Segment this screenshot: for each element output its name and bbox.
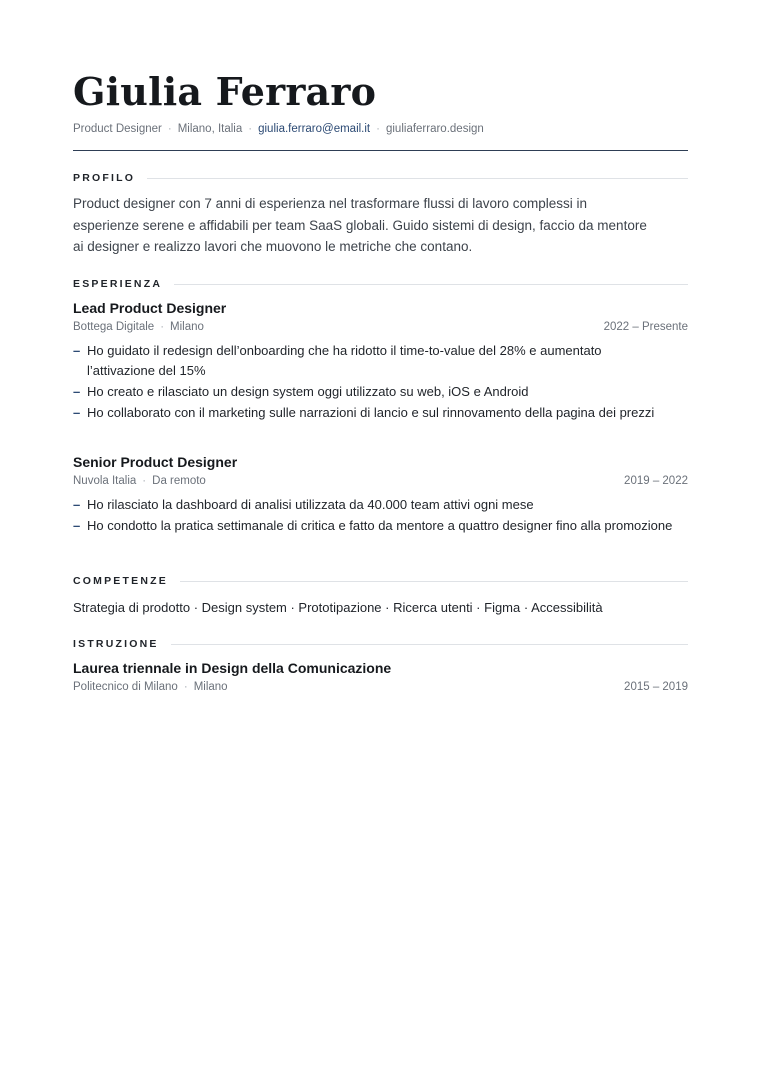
section-title: PROFILO <box>73 172 136 184</box>
section-experience-header <box>73 277 688 291</box>
skills-list: Strategia di prodotto · Design system · Prototipazione · Ricerca utenti · Figma · Accessibilità <box>73 600 603 615</box>
section-profile-header <box>73 171 688 185</box>
separator-dot: · <box>376 123 380 135</box>
section-education-header <box>73 637 688 651</box>
candidate-name: Giulia Ferraro <box>73 69 377 114</box>
job-meta <box>73 473 688 489</box>
job-bullet <box>73 403 673 423</box>
job-location: Milano <box>170 321 204 333</box>
bullet-text: Ho rilasciato la dashboard di analisi utilizzata da 40.000 team attivi ogni mese <box>87 497 534 512</box>
education-meta <box>73 679 688 695</box>
bullet-text: Ho creato e rilasciato un design system oggi utilizzato su web, iOS e Android <box>87 384 529 399</box>
website-link[interactable]: giuliaferraro.design <box>385 123 484 135</box>
job-meta <box>73 319 688 335</box>
section-skills-header <box>73 574 688 588</box>
section-title: ISTRUZIONE <box>73 638 159 650</box>
section-title: COMPETENZE <box>73 575 168 587</box>
bullet-text: Ho condotto la pratica settimanale di critica e fatto da mentore a quattro designer fino alla promozione <box>87 518 673 533</box>
dash-icon: – <box>73 518 81 533</box>
job-title: Lead Product Designer <box>73 300 227 316</box>
company-name: Nuvola Italia <box>73 475 137 487</box>
header-divider <box>73 150 688 151</box>
school-name: Politecnico di Milano <box>73 681 178 693</box>
degree-title: Laurea triennale in Design della Comunicazione <box>73 660 392 676</box>
location-text: Milano, Italia <box>177 123 243 135</box>
separator-dot: · <box>142 475 147 487</box>
bullet-text: Ho collaborato con il marketing sulle narrazioni di lancio e sul rinnovamento della pagina dei prezzi <box>87 405 655 420</box>
school-location: Milano <box>193 681 228 693</box>
job-bullet <box>73 341 673 381</box>
separator-dot: · <box>160 321 165 333</box>
section-divider <box>180 581 688 582</box>
separator-dot: · <box>248 123 253 135</box>
section-divider <box>147 178 688 179</box>
job-location: Da remoto <box>152 475 206 487</box>
profile-summary: Product designer con 7 anni di esperienza nel trasformare flussi di lavoro complessi in esperienze serene e affidabili per team SaaS globali. Guido sistemi di design, faccio da mentore ai designer e realizzo lavori che muovono le metriche che contano. <box>73 196 647 254</box>
job-bullet <box>73 516 673 536</box>
dash-icon: – <box>73 343 81 358</box>
dash-icon: – <box>73 497 81 512</box>
dash-icon: – <box>73 405 81 420</box>
education-dates: 2015 – 2019 <box>624 681 688 693</box>
separator-dot: · <box>167 123 172 135</box>
job-title: Senior Product Designer <box>73 454 238 470</box>
contact-line <box>73 121 484 137</box>
job-bullet <box>73 495 673 515</box>
job-dates: 2022 – Presente <box>603 321 688 333</box>
separator-dot: · <box>183 681 188 693</box>
email-link[interactable]: giulia.ferraro@email.it <box>258 123 371 135</box>
section-title: ESPERIENZA <box>73 278 163 290</box>
dash-icon: – <box>73 384 81 399</box>
company-name: Bottega Digitale <box>73 321 155 333</box>
section-divider <box>171 644 688 645</box>
job-dates: 2019 – 2022 <box>624 475 688 487</box>
section-divider <box>174 284 688 285</box>
job-bullet <box>73 382 673 402</box>
bullet-text: Ho guidato il redesign dell’onboarding che ha ridotto il time-to-value del 28% e aumentato l’attivazione del 15% <box>87 343 602 378</box>
role-text: Product Designer <box>73 123 162 135</box>
